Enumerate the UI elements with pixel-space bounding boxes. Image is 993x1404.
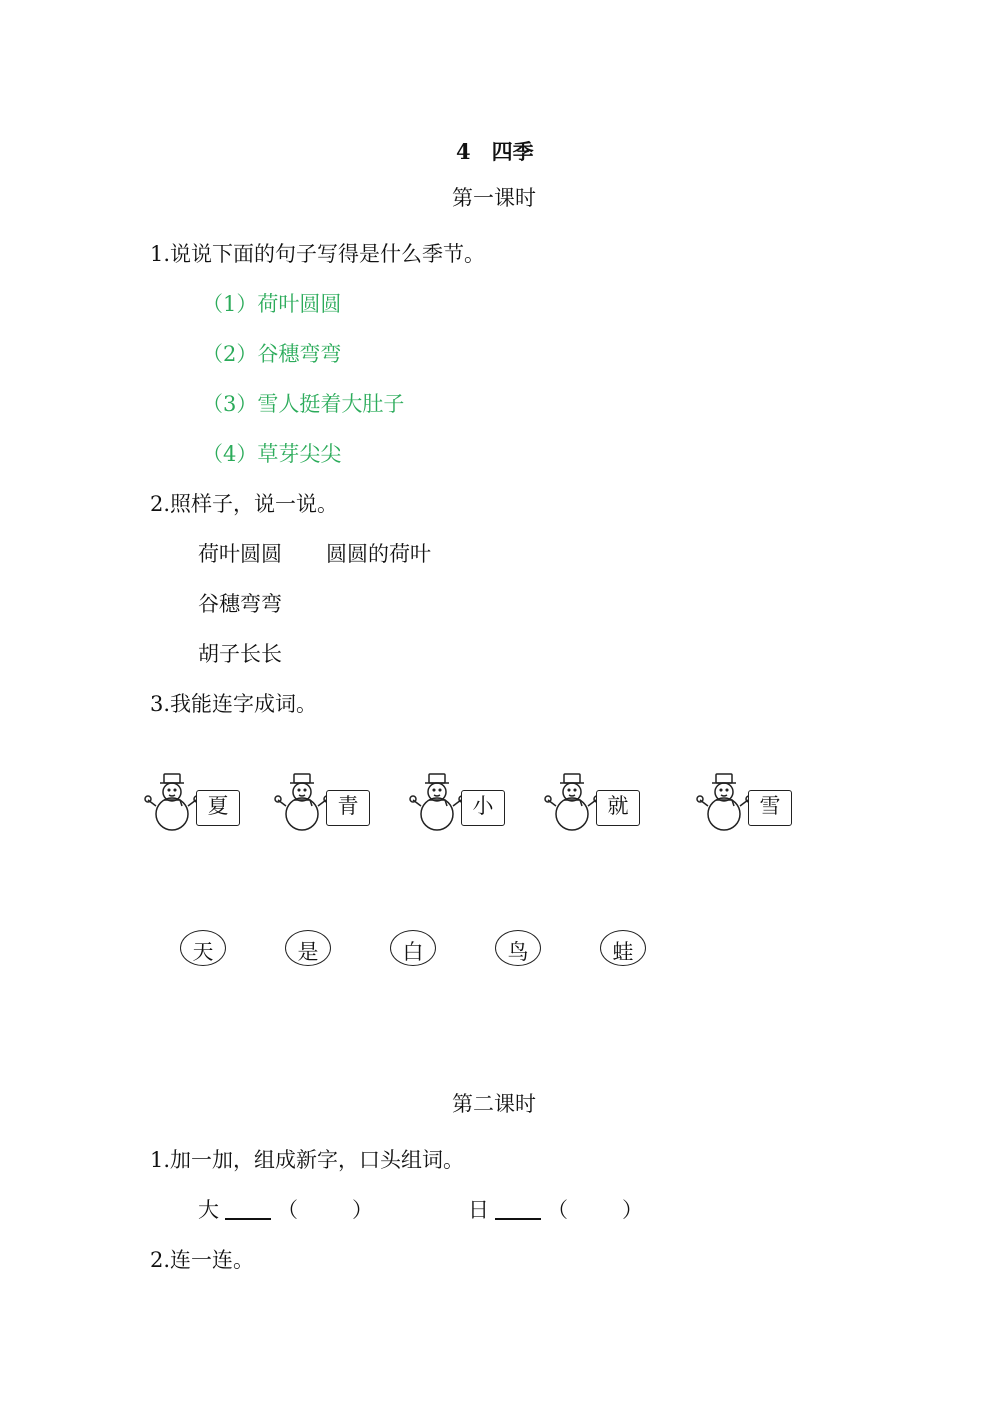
char-box[interactable]: 雪 <box>748 790 792 826</box>
q2-example-b: 圆圆的荷叶 <box>326 542 431 566</box>
lesson2-heading: 第二课时 <box>452 1092 536 1116</box>
char-ri: 日 <box>468 1198 489 1222</box>
l2-q2-prompt: 2.连一连。 <box>150 1248 255 1272</box>
char-circle[interactable]: 是 <box>285 930 331 966</box>
paren-close-a: ） <box>352 1198 373 1222</box>
q2-prompt: 2.照样子，说一说。 <box>150 492 339 516</box>
q2-example-a: 荷叶圆圆 <box>198 542 282 566</box>
q1-item-2: （2）谷穗弯弯 <box>202 342 342 366</box>
char-circle[interactable]: 蛙 <box>600 930 646 966</box>
paren-close-b: ） <box>622 1198 643 1222</box>
char-da: 大 <box>198 1198 219 1222</box>
char-box[interactable]: 就 <box>596 790 640 826</box>
paren-open-a: （ <box>277 1198 298 1222</box>
char-box[interactable]: 小 <box>461 790 505 826</box>
q2-line-2: 谷穗弯弯 <box>198 592 282 616</box>
q1-item-1: （1）荷叶圆圆 <box>202 292 342 316</box>
lesson-title: 4 四季 <box>456 139 534 164</box>
q3-prompt: 3.我能连字成词。 <box>150 692 318 716</box>
char-circle[interactable]: 鸟 <box>495 930 541 966</box>
q1-item-3: （3）雪人挺着大肚子 <box>202 392 405 416</box>
l2-q1-row <box>198 1196 373 1224</box>
blank-b[interactable] <box>495 1198 541 1220</box>
l2-q1-row-b <box>468 1196 643 1224</box>
lesson1-heading: 第一课时 <box>452 186 536 210</box>
paren-open-b: （ <box>547 1198 568 1222</box>
char-box[interactable]: 夏 <box>196 790 240 826</box>
q1-prompt: 1.说说下面的句子写得是什么季节。 <box>150 242 486 266</box>
char-box[interactable]: 青 <box>326 790 370 826</box>
l2-q1-prompt: 1.加一加，组成新字，口头组词。 <box>150 1148 465 1172</box>
char-circle[interactable]: 白 <box>390 930 436 966</box>
blank-a[interactable] <box>225 1198 271 1220</box>
q1-item-4: （4）草芽尖尖 <box>202 442 342 466</box>
char-circle[interactable]: 天 <box>180 930 226 966</box>
q2-line-3: 胡子长长 <box>198 642 282 666</box>
